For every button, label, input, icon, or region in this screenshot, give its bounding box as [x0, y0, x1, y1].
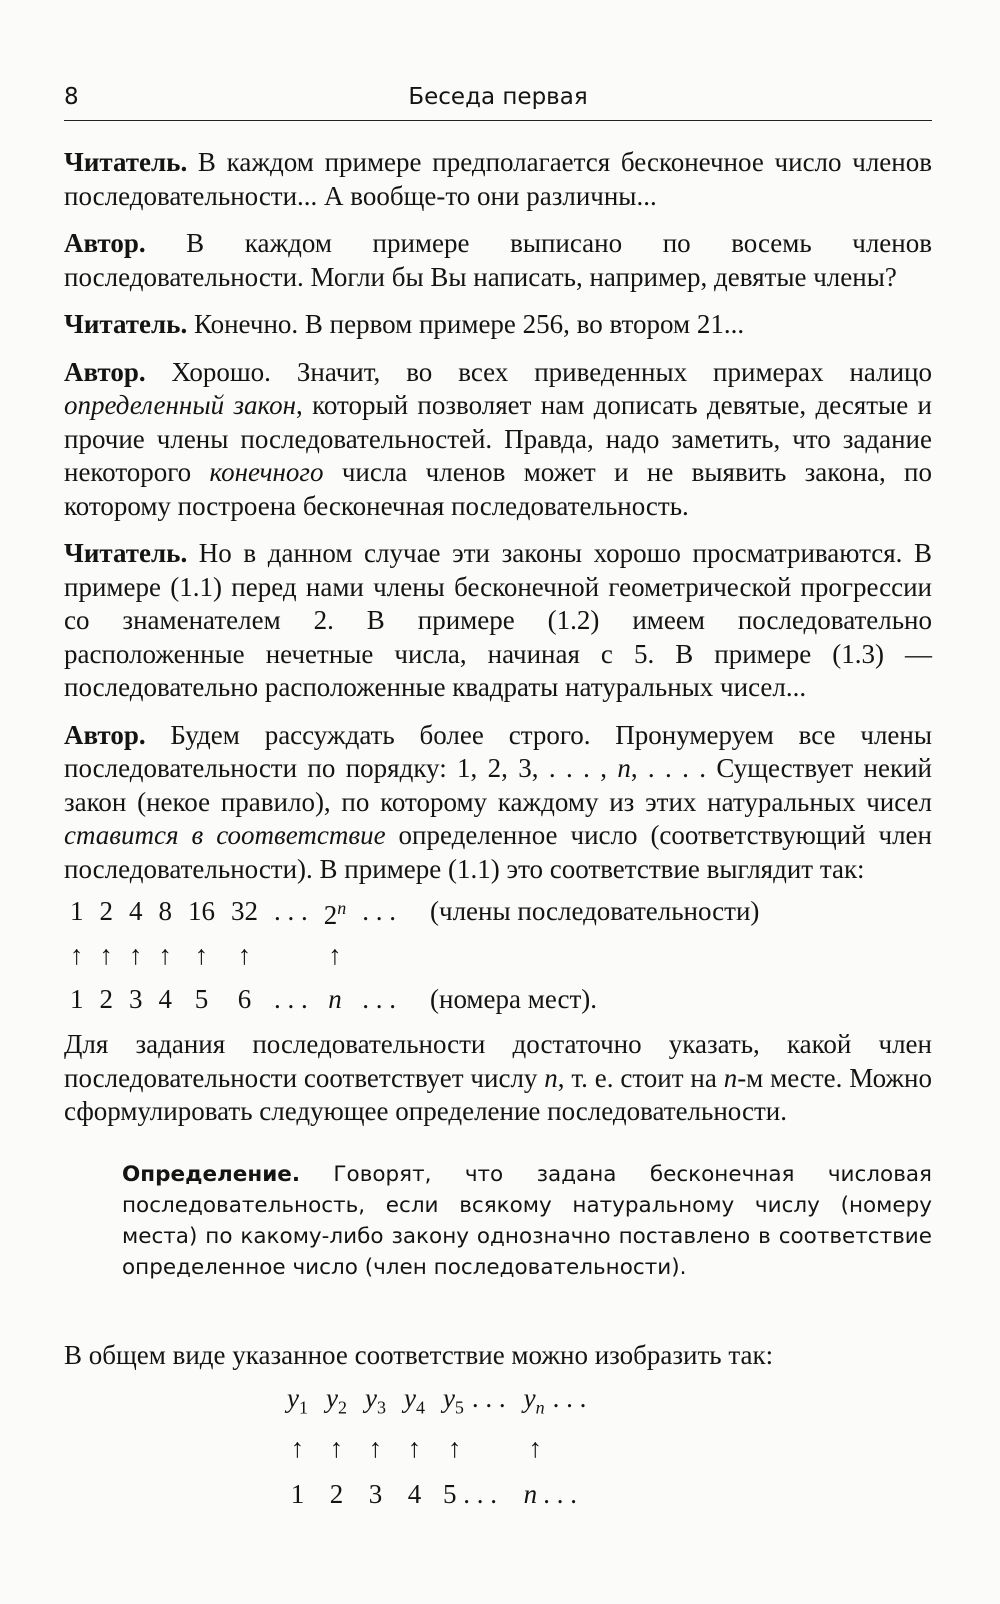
up-arrow-icon: ↑	[158, 940, 172, 971]
paragraph	[64, 308, 932, 342]
speaker-label: Автор.	[64, 356, 146, 387]
paragraph-text: , т. е. стоит на	[557, 1062, 724, 1093]
speaker-label: Читатель.	[64, 147, 188, 177]
definition-text: Говорят, что задана бесконечная числовая последовательность, если всякому натуральному числу (номеру места) по какому-либо закону однозначно поставлено в соответствие определенное число (член последовательности).	[122, 1161, 932, 1280]
definition-block	[122, 1159, 932, 1283]
math-n: n	[544, 1062, 558, 1093]
paragraph-text: Конечно. В первом примере 256, во втором 21...	[187, 309, 745, 339]
y-term: $y_n$ . . .	[523, 1382, 587, 1417]
term-cell: 16	[188, 896, 215, 927]
paragraph-text: , . . . . Существует некий закон (некое правило), по которому каждому из этих натуральных чисел	[64, 753, 932, 817]
places-note: (номера мест).	[430, 984, 597, 1015]
paragraph	[64, 1028, 932, 1129]
power-base: 2	[323, 899, 338, 930]
paragraph	[64, 1339, 932, 1373]
paragraph-text: определенное число (соответствующий член последовательности). В примере (1.1) это соответствие выглядит так:	[64, 820, 932, 884]
place-cell: 5	[194, 984, 209, 1015]
y-term: $y_4$	[403, 1382, 425, 1417]
term-cell: 8	[158, 896, 172, 927]
paragraph-text: Будем рассуждать более строго. Пронумеруем все члены последовательности по порядку: 1, 2, 3, . . . ,	[64, 719, 932, 783]
definition-label: Определение.	[122, 1161, 301, 1187]
y-row	[278, 1380, 595, 1426]
place-cell: . . .	[274, 984, 308, 1015]
up-arrow-icon: ↑	[194, 940, 209, 971]
y-term: $y_2$	[325, 1382, 347, 1417]
power-exponent: n	[337, 897, 347, 918]
emphasis: определенный закон	[64, 390, 297, 420]
math-n: n	[617, 753, 631, 783]
term-cell: . . .	[274, 896, 308, 927]
paragraph-text: В каждом примере предполагается бесконечное число членов последовательности... А вообще-то они различны...	[64, 147, 932, 211]
numbers-row	[278, 1472, 595, 1518]
number-cell: 1	[290, 1479, 305, 1510]
place-cell: 4	[158, 984, 172, 1015]
page-header	[64, 84, 932, 121]
term-cell-power	[316, 890, 355, 934]
empty-cell	[404, 934, 767, 978]
up-arrow-icon: ↑	[329, 1433, 344, 1464]
paragraph	[64, 537, 932, 705]
paragraph-text: , который позволяет нам дописать девятые, десятые и прочие члены последовательностей. Правда, надо заметить, что задание некоторого	[64, 390, 932, 487]
up-arrow-icon: ↑	[129, 940, 143, 971]
paragraph-text: -м месте. Можно сформулировать следующее определение последовательности.	[64, 1062, 933, 1126]
general-correspondence-table	[278, 1380, 595, 1518]
place-cell: . . .	[362, 984, 396, 1015]
page-body	[64, 146, 932, 1518]
place-cell: n	[328, 984, 342, 1015]
terms-row	[62, 890, 767, 934]
paragraph-text: Для задания последовательности достаточно указать, какой член последовательности соответствует числу	[64, 1029, 932, 1093]
up-arrow-icon: ↑	[70, 940, 84, 971]
up-arrow-icon: ↑	[368, 1433, 383, 1464]
math-n: n	[723, 1062, 738, 1093]
paragraph-text: Хорошо. Значит, во всех приведенных примерах налицо	[145, 356, 932, 387]
term-cell: . . .	[362, 896, 396, 927]
number-cell: 5 . . .	[442, 1479, 497, 1510]
empty-cell	[266, 934, 316, 978]
paragraph-text: Но в данном случае эти законы хорошо просматриваются. В примере (1.1) перед нами члены бесконечной геометрической прогрессии со знаменателем 2. В примере (1.2) имеем последовательно расположенные нечетные числа, начиная с 5. В примере (1.3) — последовательно расположенные квадраты натуральных чисел...	[64, 538, 932, 702]
up-arrow-icon: ↑	[237, 940, 252, 971]
number-cell: n . . .	[523, 1479, 578, 1510]
paragraph-text: В каждом примере выписано по восемь членов последовательности. Могли бы Вы написать, например, девятые члены?	[64, 228, 932, 292]
term-cell: 2	[99, 896, 113, 927]
speaker-label: Автор.	[64, 719, 146, 750]
up-arrow-icon: ↑	[447, 1433, 462, 1464]
up-arrow-icon: ↑	[99, 940, 113, 971]
y-term: $y_5$ . . .	[442, 1382, 506, 1417]
number-cell: 2	[329, 1479, 344, 1510]
emphasis: ставится в соответствие	[64, 820, 386, 850]
paragraph	[64, 719, 932, 887]
place-cell: 2	[99, 984, 113, 1015]
y-term: $y_3$	[364, 1382, 386, 1417]
paragraph	[64, 227, 932, 294]
term-cell: 4	[129, 896, 143, 927]
empty-cell	[354, 934, 404, 978]
number-cell: 4	[407, 1479, 422, 1510]
paragraph	[64, 146, 932, 213]
paragraph-text: В общем виде указанное соответствие можно изобразить так:	[64, 1339, 774, 1370]
place-cell: 3	[129, 984, 143, 1015]
speaker-label: Автор.	[64, 228, 146, 258]
places-row	[62, 978, 767, 1022]
arrows-row	[62, 934, 767, 978]
up-arrow-icon: ↑	[328, 940, 342, 971]
place-cell: 1	[70, 984, 84, 1015]
speaker-label: Читатель.	[64, 309, 188, 339]
term-cell: 1	[70, 896, 84, 927]
up-arrow-icon: ↑	[528, 1433, 543, 1464]
up-arrow-icon: ↑	[407, 1433, 422, 1464]
page-number: 8	[64, 84, 79, 110]
y-term: $y_1$	[287, 1382, 308, 1417]
up-arrow-icon: ↑	[290, 1433, 305, 1464]
running-head: Беседа первая	[408, 84, 588, 110]
arrows-row	[278, 1426, 595, 1472]
terms-note: (члены последовательности)	[430, 896, 760, 927]
number-cell: 3	[368, 1479, 383, 1510]
paragraph-text: числа членов может и не выявить закона, по которому построена бесконечная последовательность.	[64, 457, 933, 521]
speaker-label: Читатель.	[64, 538, 188, 568]
place-cell: 6	[237, 984, 252, 1015]
emphasis: конечного	[209, 457, 324, 487]
sequence-example-table	[62, 890, 767, 1022]
term-cell: 32	[231, 896, 258, 927]
paragraph	[64, 356, 932, 524]
